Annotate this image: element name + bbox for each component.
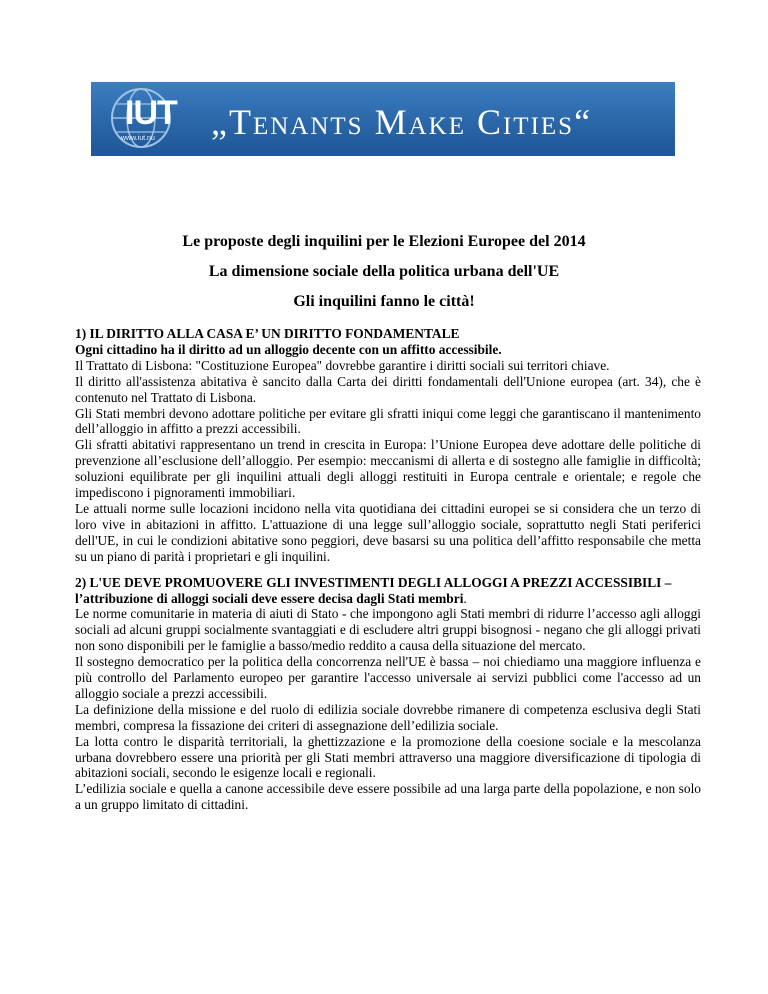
section-1-paragraph: Il diritto all'assistenza abitativa è sancito dalla Carta dei diritti fondamentali dell'Unione europea (art. 34), che è contenuto nel Trattato di Lisbona. — [75, 373, 701, 405]
section-2-lead-line — [75, 591, 701, 607]
header-banner — [91, 82, 675, 156]
section-1-lead: Ogni cittadino ha il diritto ad un alloggio decente con un affitto accessibile. — [75, 341, 502, 357]
section-2-paragraph: Le norme comunitarie in materia di aiuti di Stato - che impongono agli Stati membri di ridurre l’accesso agli alloggi sociali ad alcuni gruppi socialmente svantaggiati e di escludere altri gruppi bisognosi - negano che gli alloggi privati non sono disponibili per le famiglie a basso/medio reddito a causa della situazione del mercato. — [75, 606, 701, 654]
section-2-heading: 2) L'UE DEVE PROMUOVERE GLI INVESTIMENTI DEGLI ALLOGGI A PREZZI ACCESSIBILI – — [75, 574, 672, 590]
document-subtitle: La dimensione sociale della politica urbana dell'UE — [208, 263, 560, 280]
section-1-paragraph: Gli sfratti abitativi rappresentano un trend in crescita in Europa: l’Unione Europea deve adottare delle politiche di prevenzione all’esclusione dell’alloggio. Per esempio: meccanismi di allerta e di sostegno alle famiglie in difficoltà; soluzioni equilibrate per gli inquilini attuali degli alloggi restituiti in Europa centrale e orientale; e regole che impediscono i pignoramenti immobiliari. — [75, 437, 701, 501]
section-1-heading: 1) IL DIRITTO ALLA CASA E’ UN DIRITTO FONDAMENTALE — [75, 326, 460, 341]
section-2-paragraph: Il sostegno democratico per la politica della concorrenza nell'UE è bassa – noi chiediamo una maggiore influenza e più controllo del Parlamento europeo per garantire l'accesso universale ai servizi pubblici come l'accesso ad un alloggio sociale a prezzi accessibili. — [75, 654, 701, 701]
section-1-paragraph: Le attuali norme sulle locazioni incidono nella vita quotidiana dei cittadini europei se si considera che un terzo di loro vive in abitazioni in affitto. L'attuazione di una legge sull’alloggio sociale, soprattutto negli Stati periferici dell'UE, in cui le condizioni abitative sono peggiori, deve basarsi su una politica dell’affitto responsabile che metta su un piano di parità i proprietari e gli inquilini. — [75, 500, 701, 564]
document-title: Le proposte degli inquilini per le Elezioni Europee del 2014 — [182, 233, 586, 250]
section-1-paragraph: Gli Stati membri devono adottare politiche per evitare gli sfratti iniqui come leggi che garantiscano il mantenimento dell’alloggio in affitto a prezzi accessibili. — [75, 405, 701, 437]
iut-logo: IUT — [125, 94, 177, 132]
section-2-lead: l’attribuzione di alloggi sociali deve essere decisa dagli Stati membri — [75, 590, 464, 606]
document-body — [75, 326, 701, 813]
document-motto: Gli inquilini fanno le città! — [293, 293, 475, 310]
section-1-paragraph: Il Trattato di Lisbona: "Costituzione Europea" dovrebbe garantire i diritti sociali sui territori chiave. — [75, 357, 610, 373]
section-2-paragraph: L’edilizia sociale e quella a canone accessibile deve essere possibile ad una larga parte della popolazione, e non solo a un gruppo limitato di cittadini. — [75, 781, 701, 813]
section-2-paragraph: La definizione della missione e del ruolo di edilizia sociale dovrebbe rimanere di competenza esclusiva degli Stati membri, compresa la fissazione dei criteri di assegnazione dell’edilizia sociale. — [75, 701, 701, 733]
iut-url: www.iut.nu — [121, 135, 155, 142]
section-2-lead-end: . — [463, 590, 467, 606]
slogan: „Tenants Make Cities“ — [211, 102, 593, 142]
section-2-paragraph: La lotta contro le disparità territoriali, la ghettizzazione e la promozione della coesione sociale e la mescolanza urbana dovrebbero essere una priorità per gli Stati membri attraverso una maggiore diversificazione di tipologia di abitazioni sociali, secondo le esigenze locali e regionali. — [75, 733, 701, 781]
